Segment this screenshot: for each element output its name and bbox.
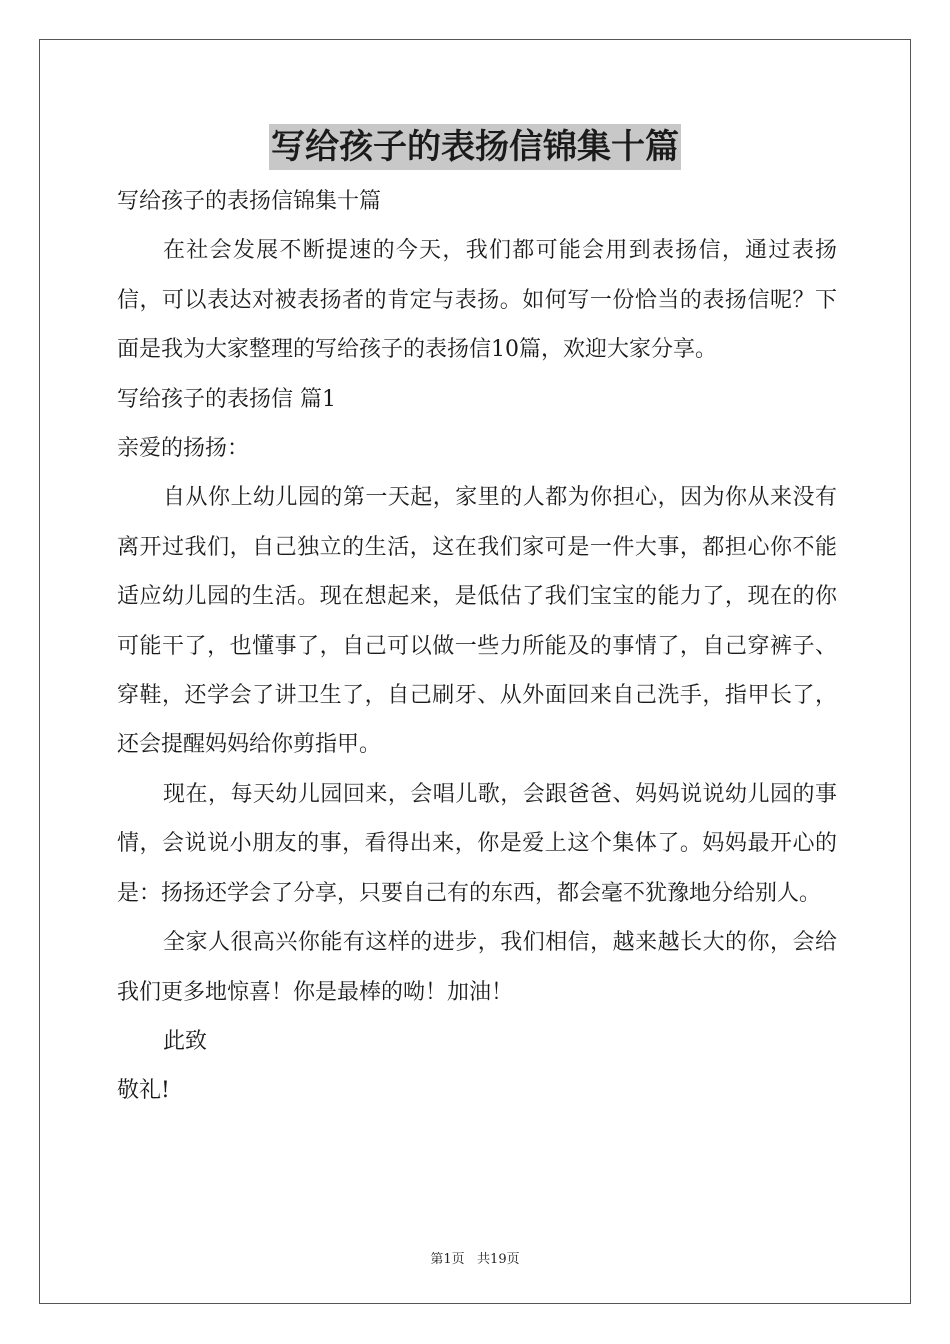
letter-closing: 此致 bbox=[163, 1028, 208, 1054]
letter-paragraph: 自从你上幼儿园的第一天起，家里的人都为你担心，因为你从来没有离开过我们，自己独立的生活，这在我们家可是一件大事，都担心你不能适应幼儿园的生活。现在想起来，是低估了我们宝宝的能力了，现在的你可能干了，也懂事了，自己可以做一些力所能及的事情了，自己穿裤子、穿鞋，还学会了讲卫生了，自己刷牙、从外面回来自己洗手，指甲长了，还会提醒妈妈给你剪指甲。 bbox=[117, 485, 837, 758]
letter-paragraph: 现在，每天幼儿园回来，会唱儿歌，会跟爸爸、妈妈说说幼儿园的事情，会说说小朋友的事，看得出来，你是爱上这个集体了。妈妈最开心的是：扬扬还学会了分享，只要自己有的东西，都会毫不犹豫地分给别人。 bbox=[117, 781, 837, 906]
letter-paragraph: 全家人很高兴你能有这样的进步，我们相信，越来越长大的你，会给我们更多地惊喜！你是最棒的呦！加油！ bbox=[117, 930, 837, 1005]
subtitle-line: 写给孩子的表扬信锦集十篇 bbox=[117, 189, 382, 214]
letter-salutation: 亲爱的扬扬： bbox=[117, 436, 250, 462]
document-body bbox=[117, 177, 837, 1116]
intro-paragraph: 在社会发展不断提速的今天，我们都可能会用到表扬信，通过表扬信，可以表达对被表扬者的肯定与表扬。如何写一份恰当的表扬信呢？下面是我为大家整理的写给孩子的表扬信10篇，欢迎大家分享。 bbox=[117, 238, 837, 363]
letter-regards: 敬礼! bbox=[117, 1078, 170, 1104]
page-footer: 第1页 共19页 bbox=[430, 1252, 520, 1267]
section-heading: 写给孩子的表扬信 篇1 bbox=[117, 386, 336, 412]
document-title: 写给孩子的表扬信锦集十篇 bbox=[269, 124, 681, 170]
title-container bbox=[0, 124, 950, 170]
